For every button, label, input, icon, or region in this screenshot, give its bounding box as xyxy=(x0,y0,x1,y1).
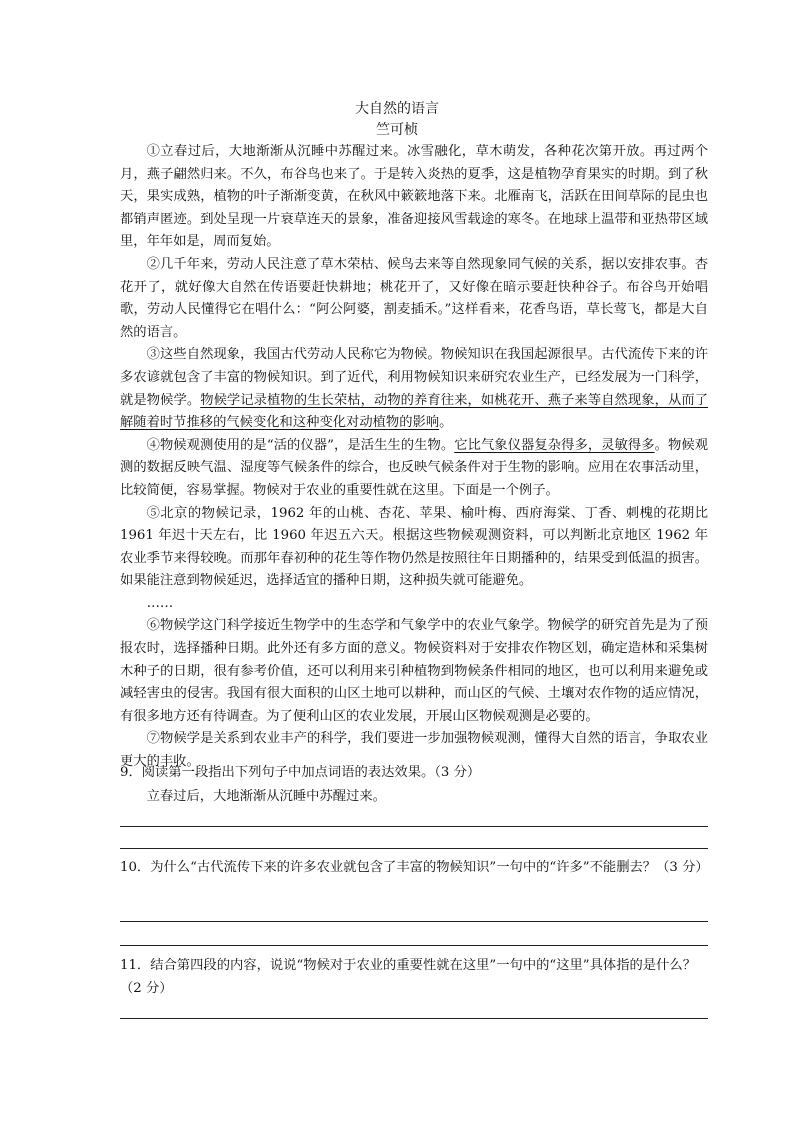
paragraph-1: ①立春过后，大地渐渐从沉睡中苏醒过来。冰雪融化，草木萌发，各种花次第开放。再过两个月，燕子翩然归来。不久，布谷鸟也来了。于是转入炎热的夏季，这是植物孕育果实的时期。到了秋天，果实成熟，植物的叶子渐渐变黄，在秋风中簌簌地落下来。北雁南飞，活跃在田间草际的昆虫也都销声匿迹。到处呈现一片衰草连天的景象，准备迎接风雪载途的寒冬。在地球上温带和亚热带区域里，年年如是，周而复始。 xyxy=(120,144,708,250)
answer-line[interactable] xyxy=(120,921,708,922)
question-9: 9．阅读第一段指出下列句子中加点词语的表达效果。（3 分） xyxy=(120,765,481,780)
question-9-sentence: 立春过后，大地渐渐从沉睡中苏醒过来。 xyxy=(146,789,386,804)
paragraph-4 xyxy=(120,435,708,503)
paragraph-3-text: ③这些自然现象，我国古代劳动人民称它为物候。物候知识在我国起源很早。古代流传下来的许多农谚就包含了丰富的物候知识。到了近代，利用物候知识来研究农业生产，已经发展为一门科学，就是物候学。 xyxy=(120,347,708,408)
paragraph-3 xyxy=(120,344,708,434)
underlined-phrase: 它比气象仪器复杂得多，灵敏得多 xyxy=(454,437,655,453)
question-11: 11．结合第四段的内容，说说“物候对于农业的重要性就在这里”一句中的“这里”具体指的是什么？（2 分） xyxy=(120,958,696,996)
answer-line[interactable] xyxy=(120,945,708,946)
article-title: 大自然的语言 xyxy=(355,101,439,117)
paragraph-3-end: 。 xyxy=(439,415,453,431)
ellipsis: …… xyxy=(146,595,174,611)
paragraph-6: ⑥物候学这门科学接近生物学中的生态学和气象学中的农业气象学。物候学的研究首先是为了预报农时，选择播种日期。此外还有多方面的意义。物候资料对于安排农作物区划，确定造林和采集树木种子的日期，很有参考价值，还可以利用来引种植物到物候条件相同的地区，也可以利用来避免或减轻害虫的侵害。我国有很大面积的山区土地可以耕种，而山区的气候、土壤对农作物的适应情况，有很多地方还有待调查。为了便利山区的农业发展，开展山区物候观测是必要的。 xyxy=(120,618,708,724)
paragraph-4-rest: 。物候观测的数据反映气温、湿度等气候条件的综合，也反映气候条件对于生物的影响。应用在农事活动里，比较简便，容易掌握。物候对于农业的重要性就在这里。下面是一个例子。 xyxy=(120,437,708,498)
answer-line[interactable] xyxy=(120,848,708,849)
paragraph-4-text: ④物候观测使用的是“活的仪器”，是活生生的生物。 xyxy=(146,437,455,453)
paragraph-7: ⑦物候学是关系到农业丰产的科学，我们要进一步加强物候观测，懂得大自然的语言，争取农业更大的丰收。 xyxy=(120,731,708,770)
article-author: 竺可桢 xyxy=(376,122,418,138)
article-body xyxy=(120,141,708,774)
underlined-sentence: 物候学记录植物的生长荣枯，动物的养育往来，如桃花开、燕子来等自然现象，从而了解随着时节推移的气候变化和这种变化对动植物的影响 xyxy=(120,392,709,431)
answer-line[interactable] xyxy=(120,826,708,827)
answer-line[interactable] xyxy=(120,1018,708,1019)
paragraph-2: ②几千年来，劳动人民注意了草木荣枯、候鸟去来等自然现象同气候的关系，据以安排农事。杏花开了，就好像大自然在传语要赶快耕地；桃花开了，又好像在暗示要赶快种谷子。布谷鸟开始唱歌，劳动人民懂得它在唱什么：“阿公阿婆，割麦插禾。”这样看来，花香鸟语，草长莺飞，都是大自然的语言。 xyxy=(120,256,708,340)
question-10: 10．为什么“古代流传下来的许多农业就包含了丰富的物候知识”一句中的“许多”不能删去？（3 分） xyxy=(120,860,709,875)
paragraph-5: ⑤北京的物候记录，1962 年的山桃、杏花、苹果、榆叶梅、西府海棠、丁香、刺槐的花期比 1961 年迟十天左右，比 1960 年迟五六天。根据这些物候观测资料，可以判断北京地区 1962 年农业季节来得较晚。而那年春初种的花生等作物仍然是按照往年日期播种的，结果受到低温的损害。如果能注意到物候延迟，选择适宜的播种日期，这种损失就可能避免。 xyxy=(120,505,708,589)
